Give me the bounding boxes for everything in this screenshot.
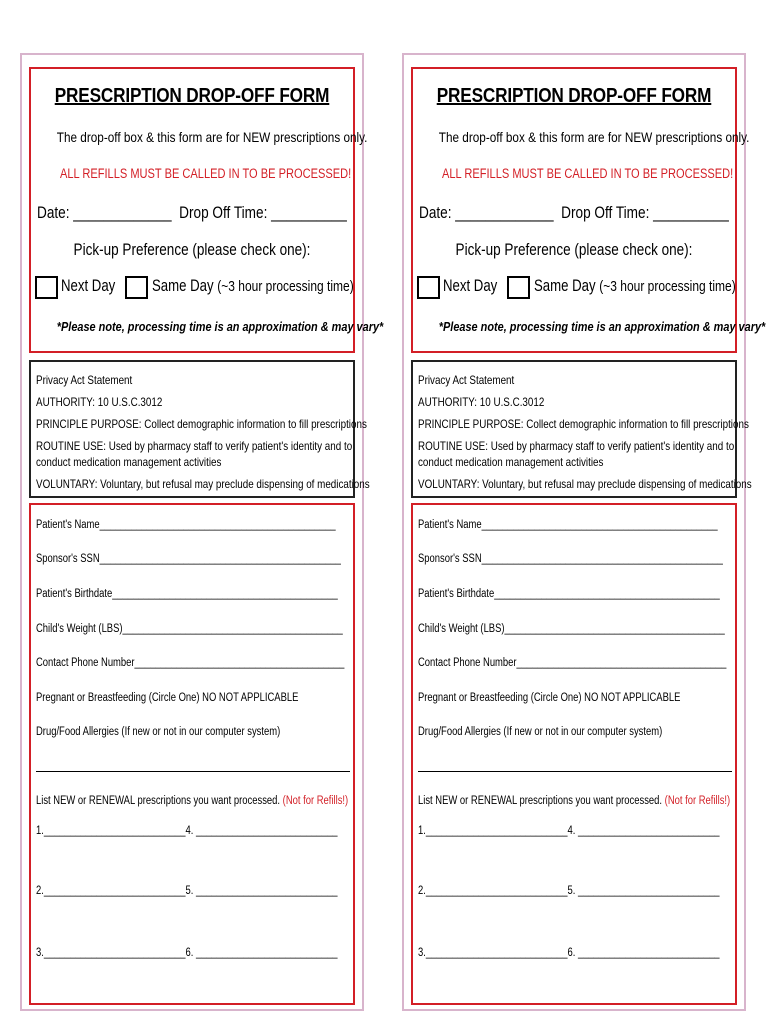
patient-fields-box xyxy=(29,503,355,1005)
rx-list-text: List NEW or RENEWAL prescriptions you want processed. xyxy=(36,795,281,807)
processing-note: *Please note, processing time is an approximation & may vary* xyxy=(438,319,766,334)
patient-fields-box xyxy=(411,503,737,1005)
birthdate-field[interactable]: Patient's Birthdate___________________________________________ xyxy=(418,588,720,600)
rx-row-3[interactable]: 3.___________________________6. ___________________________ xyxy=(418,947,720,959)
rx-list-label xyxy=(418,795,730,807)
sponsor-ssn-field[interactable]: Sponsor's SSN______________________________________________ xyxy=(36,553,341,565)
rx-row-2[interactable]: 2.___________________________5. ___________________________ xyxy=(418,885,720,897)
child-weight-field[interactable]: Child's Weight (LBS)__________________________________________ xyxy=(36,623,343,635)
privacy-voluntary: VOLUNTARY: Voluntary, but refusal may preclude dispensing of medications xyxy=(36,477,370,491)
prescription-form-left xyxy=(20,53,384,1011)
dropoff-time-field[interactable]: Drop Off Time: __________ xyxy=(179,203,347,222)
pickup-options xyxy=(417,273,747,303)
next-day-label: Next Day xyxy=(61,277,116,295)
same-day-text: Same Day xyxy=(152,277,214,295)
allergies-blank[interactable] xyxy=(36,771,350,772)
header-box xyxy=(29,67,384,353)
rx-list-note: (Not for Refills!) xyxy=(282,795,349,807)
pickup-options xyxy=(35,273,365,303)
prescription-form-right xyxy=(402,53,766,1011)
form-title: PRESCRIPTION DROP-OFF FORM xyxy=(436,85,712,107)
rx-list-text: List NEW or RENEWAL prescriptions you want processed. xyxy=(418,795,663,807)
privacy-act-box xyxy=(29,360,370,498)
patient-name-field[interactable]: Patient's Name_____________________________________________ xyxy=(36,519,336,531)
privacy-voluntary: VOLUNTARY: Voluntary, but refusal may preclude dispensing of medications xyxy=(418,477,752,491)
same-day-label xyxy=(534,277,736,296)
next-day-checkbox[interactable] xyxy=(35,276,58,299)
rx-list-note: (Not for Refills!) xyxy=(664,795,731,807)
pickup-preference-label: Pick-up Preference (please check one): xyxy=(73,241,311,259)
privacy-heading: Privacy Act Statement xyxy=(36,373,133,387)
date-field[interactable]: Date: _____________ xyxy=(37,203,172,222)
intro-text: The drop-off box & this form are for NEW prescriptions only. xyxy=(438,129,750,145)
privacy-authority: AUTHORITY: 10 U.S.C.3012 xyxy=(418,395,545,409)
date-field[interactable]: Date: _____________ xyxy=(419,203,554,222)
next-day-label: Next Day xyxy=(443,277,498,295)
rx-row-1[interactable]: 1.___________________________4. ___________________________ xyxy=(418,825,720,837)
intro-text: The drop-off box & this form are for NEW prescriptions only. xyxy=(56,129,368,145)
pickup-preference-label: Pick-up Preference (please check one): xyxy=(455,241,693,259)
sponsor-ssn-field[interactable]: Sponsor's SSN______________________________________________ xyxy=(418,553,723,565)
same-day-label xyxy=(152,277,354,296)
form-title: PRESCRIPTION DROP-OFF FORM xyxy=(54,85,330,107)
child-weight-field[interactable]: Child's Weight (LBS)__________________________________________ xyxy=(418,623,725,635)
privacy-routine-2: conduct medication management activities xyxy=(36,455,222,469)
privacy-act-box xyxy=(411,360,752,498)
date-dropoff-line[interactable] xyxy=(37,203,347,223)
birthdate-field[interactable]: Patient's Birthdate___________________________________________ xyxy=(36,588,338,600)
header-box xyxy=(411,67,766,353)
rx-row-2[interactable]: 2.___________________________5. ___________________________ xyxy=(36,885,338,897)
allergies-label: Drug/Food Allergies (If new or not in our computer system) xyxy=(418,726,663,738)
same-day-checkbox[interactable] xyxy=(125,276,148,299)
rx-row-1[interactable]: 1.___________________________4. ___________________________ xyxy=(36,825,338,837)
contact-phone-field[interactable]: Contact Phone Number________________________________________ xyxy=(36,657,345,669)
allergies-label: Drug/Food Allergies (If new or not in our computer system) xyxy=(36,726,281,738)
privacy-routine-1: ROUTINE USE: Used by pharmacy staff to verify patient's identity and to xyxy=(36,439,353,453)
privacy-routine-2: conduct medication management activities xyxy=(418,455,604,469)
next-day-checkbox[interactable] xyxy=(417,276,440,299)
refills-notice: ALL REFILLS MUST BE CALLED IN TO BE PROCESSED! xyxy=(441,166,734,181)
same-day-note: (~3 hour processing time) xyxy=(599,278,736,295)
same-day-text: Same Day xyxy=(534,277,596,295)
privacy-purpose: PRINCIPLE PURPOSE: Collect demographic information to fill prescriptions xyxy=(418,417,749,431)
processing-note: *Please note, processing time is an approximation & may vary* xyxy=(56,319,384,334)
privacy-routine-1: ROUTINE USE: Used by pharmacy staff to verify patient's identity and to xyxy=(418,439,735,453)
same-day-checkbox[interactable] xyxy=(507,276,530,299)
dropoff-time-field[interactable]: Drop Off Time: __________ xyxy=(561,203,729,222)
rx-list-label xyxy=(36,795,348,807)
patient-name-field[interactable]: Patient's Name_____________________________________________ xyxy=(418,519,718,531)
contact-phone-field[interactable]: Contact Phone Number________________________________________ xyxy=(418,657,727,669)
privacy-authority: AUTHORITY: 10 U.S.C.3012 xyxy=(36,395,163,409)
rx-row-3[interactable]: 3.___________________________6. ___________________________ xyxy=(36,947,338,959)
allergies-blank[interactable] xyxy=(418,771,732,772)
pregnant-field[interactable]: Pregnant or Breastfeeding (Circle One) NO NOT APPLICABLE xyxy=(36,692,299,704)
pregnant-field[interactable]: Pregnant or Breastfeeding (Circle One) NO NOT APPLICABLE xyxy=(418,692,681,704)
same-day-note: (~3 hour processing time) xyxy=(217,278,354,295)
privacy-heading: Privacy Act Statement xyxy=(418,373,515,387)
date-dropoff-line[interactable] xyxy=(419,203,729,223)
privacy-purpose: PRINCIPLE PURPOSE: Collect demographic information to fill prescriptions xyxy=(36,417,367,431)
refills-notice: ALL REFILLS MUST BE CALLED IN TO BE PROCESSED! xyxy=(59,166,352,181)
